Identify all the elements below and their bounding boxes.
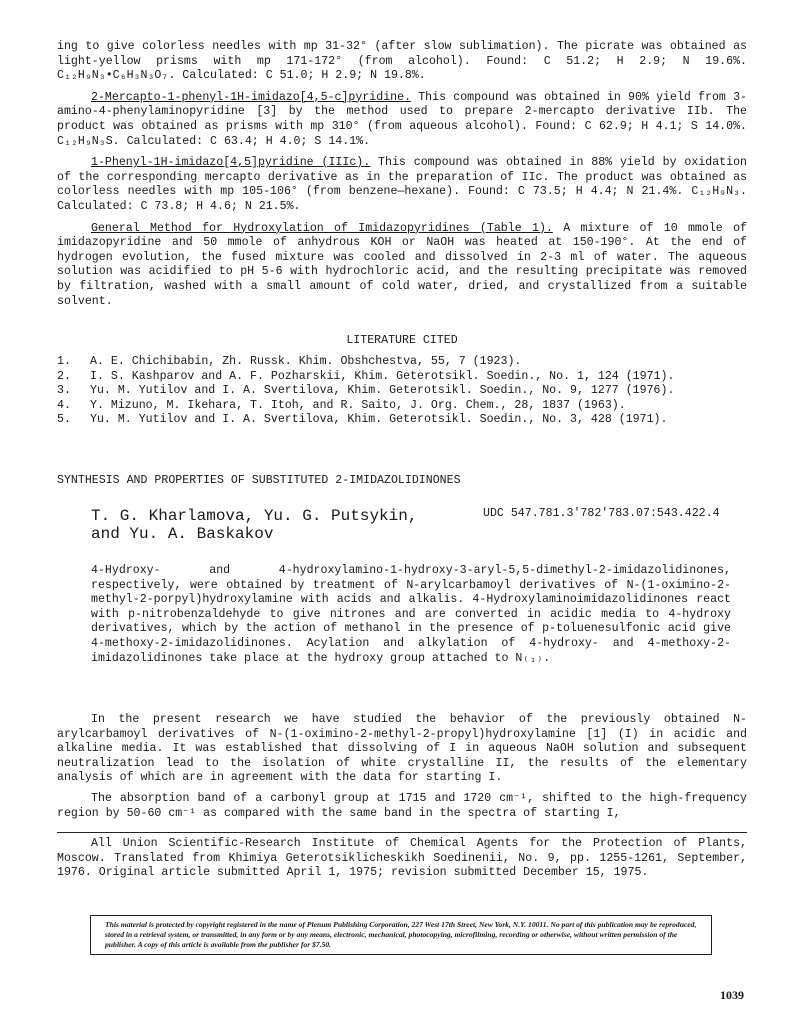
abstract: 4-Hydroxy- and 4-hydroxylamino-1-hydroxy-3-aryl-5,5-dimethyl-2-imidazolidinones, respectively, were obtained by treatment of N-arylcarbamoyl derivatives of N-(1-oximino-2-methyl-2-porpyl)hydroxylamine with acids and alkalis. 4-Hydroxylaminoimidazolidinones react with p-nitrobenzaldehyde to give nitrones and are converted in acidic media to 4-hydroxy derivatives, which by the action of methanol in the presence of p-toluenesulfonic acid give 4-methoxy-2-imidazolidinones. Acylation and alkylation of 4-hydroxy- and 4-methoxy-2-imidazolidinones take place at the hydroxy group attached to N₍₁₎. <box>91 564 731 665</box>
authors-line: T. G. Kharlamova, Yu. G. Putsykin, <box>91 507 418 525</box>
footnote-rule <box>57 832 747 833</box>
reference-list <box>57 355 747 428</box>
continued-experimental-section <box>57 40 747 309</box>
paragraph-picrate: ing to give colorless needles with mp 31-32° (after slow sublimation). The picrate was obtained as light-yellow prisms with mp 171-172° (from alcohol). Found: C 51.2; H 2.9; N 19.6%. C₁₂H₉N₃•C₆H₃N₃O₇. Calculated: C 51.0; H 2.9; N 19.8%. <box>57 40 747 83</box>
reference-item: 3. Yu. M. Yutilov and I. A. Svertilova, Khim. Geterotsikl. Soedin., No. 9, 1277 (1976). <box>57 384 675 398</box>
compound-heading: 1-Phenyl-1H-imidazo[4,5]pyridine (IIIc). <box>91 156 371 170</box>
compound-heading: 2-Mercapto-1-phenyl-1H-imidazo[4,5-c]pyridine. <box>91 90 412 104</box>
reference-item: 1. A. E. Chichibabin, Zh. Russk. Khim. Obshchestva, 55, 7 (1923). <box>57 355 522 368</box>
reference-item: 2. I. S. Kashparov and A. F. Pozharskii, Khim. Geterotsikl. Soedin., No. 1, 124 (1971). <box>57 369 675 383</box>
article-title: SYNTHESIS AND PROPERTIES OF SUBSTITUTED 2-IMIDAZOLIDINONES <box>57 474 461 487</box>
copyright-notice: This material is protected by copyright registered in the name of Plenum Publishing Corporation, 227 West 17th Street, New York, N.Y. 10011. No part of this publication may be reproduced, stored in a retrieval system, or transmitted, in any form or by any means, electronic, mechanical, photocopying, microfilming, recording or otherwise, without written permission of the publisher. A copy of this article is available from the publisher for $7.50. <box>90 915 712 955</box>
article-body <box>57 713 747 821</box>
paragraph-phenyl-imidazopyridine: 1-Phenyl-1H-imidazo[4,5]pyridine (IIIc). This compound was obtained in 88% yield by oxidation of the corresponding mercapto derivative as in the preparation of IIc. The product was obtained as colorless needles with mp 105-106° (from benzene—hexane). Found: C 73.5; H 4.4; N 21.4%. C₁₂H₉N₃. Calculated: C 73.8; H 4.6; N 21.5%. <box>57 156 748 213</box>
paragraph-mercapto: 2-Mercapto-1-phenyl-1H-imidazo[4,5-c]pyridine. This compound was obtained in 90% yield from 3-amino-4-phenylaminopyridine [3] by the method used to prepare 2-mercapto derivative IIb. The product was obtained as prisms with mp 310° (from aqueous alcohol). Found: C 62.9; H 4.1; S 14.0%. C₁₂H₉N₃S. Calculated: C 63.4; H 4.0; S 14.1%. <box>57 90 747 148</box>
authors-line: and Yu. A. Baskakov <box>91 525 274 543</box>
footnote: All Union Scientific-Research Institute of Chemical Agents for the Protection of Plants, Moscow. Translated from Khimiya Geterotsiklicheskikh Soedinenii, No. 9, pp. 1255-1261, September, 1976. Original article submitted April 1, 1975; revision submitted December 15, 1975. <box>57 837 747 880</box>
literature-cited-heading: LITERATURE CITED <box>346 334 458 347</box>
paragraph-absorption: The absorption band of a carbonyl group at 1715 and 1720 cm⁻¹, shifted to the high-frequency region by 50-60 cm⁻¹ as compared with the same band in the spectra of starting I, <box>57 791 747 820</box>
method-heading: General Method for Hydroxylation of Imidazopyridines (Table 1). <box>91 221 553 235</box>
reference-item: 4. Y. Mizuno, M. Ikehara, T. Itoh, and R. Saito, J. Org. Chem., 28, 1837 (1963). <box>57 398 626 412</box>
udc-code: UDC 547.781.3'782'783.07:543.422.4 <box>483 507 720 520</box>
reference-item: 5. Yu. M. Yutilov and I. A. Svertilova, Khim. Geterotsikl. Soedin., No. 3, 428 (1971). <box>57 413 668 427</box>
paragraph-general-method: General Method for Hydroxylation of Imidazopyridines (Table 1). A mixture of 10 mmole of imidazopyridine and 50 mmole of anhydrous KOH or NaOH was heated at 150-190°. At the end of hydrogen evolution, the fused mixture was cooled and dissolved in 2-3 ml of water. The aqueous solution was acidified to pH 5-6 with hydrochloric acid, and the resulting precipitate was removed by filtration, washed with a small amount of cold water, dried, and crystallized from a suitable solvent. <box>57 221 747 308</box>
paragraph-intro: In the present research we have studied the behavior of the previously obtained N-arylcarbamoyl derivatives of N-(1-oximino-2-methyl-2-propyl)hydroxylamine [1] (I) in acidic and alkaline media. It was established that dissolving of I in aqueous NaOH solution and subsequent neutralization lead to the isolation of white crystalline II, the results of the elementary analysis of which are in agreement with the data for starting I. <box>57 713 747 785</box>
page-number: 1039 <box>720 988 744 1002</box>
